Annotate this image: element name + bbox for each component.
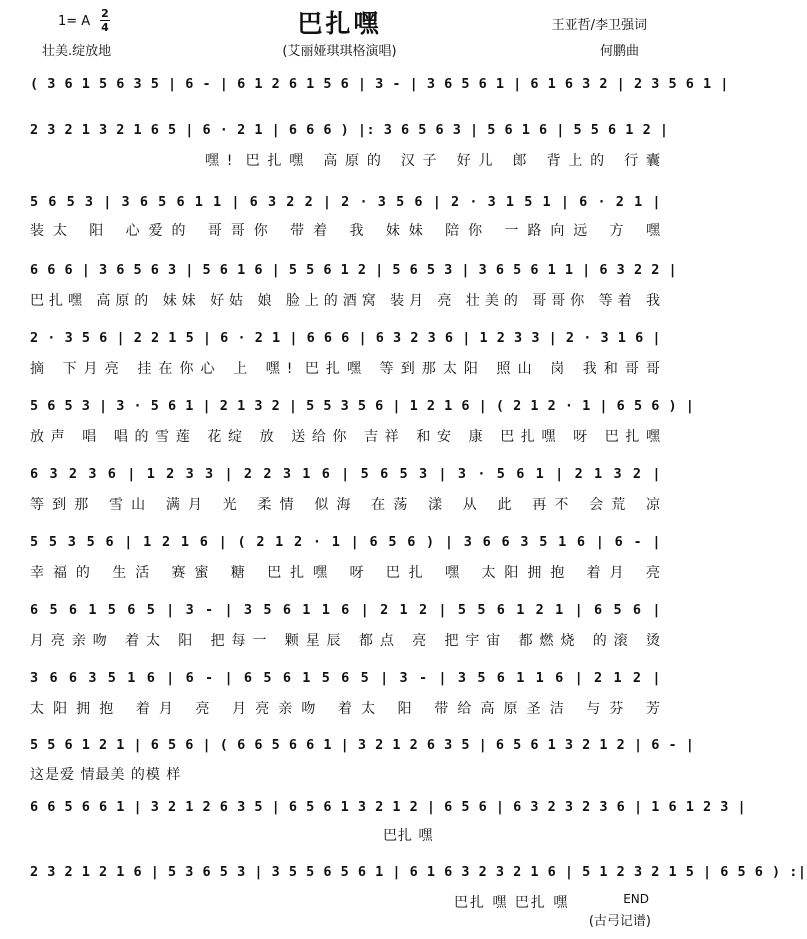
notation-line: 5 5 3 5 6 | 1 2 1 6 | ( 2 1 2 · 1 | 6 5 6 ) | 3 6 6 3 5 1 6 | 6 - | <box>30 534 661 550</box>
lyrics-line: 幸福的 生活 赛蜜 糖 巴扎嘿 呀 巴扎 嘿 太阳拥抱 着月 亮 <box>30 565 661 581</box>
lyrics-line: 月亮亲吻 着太 阳 把每一 颗星辰 都点 亮 把宇宙 都燃烧 的滚 烫 <box>30 633 661 649</box>
lyrics-line: 巴扎 嘿 巴扎 嘿 <box>454 895 570 911</box>
lyrics-line: 摘 下月亮 挂在你心 上 嘿! 巴扎嘿 等到那太阳 照山 岗 我和哥哥 <box>30 361 661 377</box>
notation-line: 6 5 6 1 5 6 5 | 3 - | 3 5 6 1 1 6 | 2 1 2 | 5 5 6 1 2 1 | 6 5 6 | <box>30 602 661 618</box>
notation-line: ( 3 6 1 5 6 3 5 | 6 - | 6 1 2 6 1 5 6 | 3 - | 3 6 5 6 1 | 6 1 6 3 2 | 2 3 5 6 1 | <box>30 76 729 92</box>
lyrics-line: 太阳拥抱 着月 亮 月亮亲吻 着太 阳 带给高原圣洁 与芬 芳 <box>30 701 661 717</box>
lyrics-line: 巴扎嘿 高原的 妹妹 好姑 娘 脸上的酒窝 装月 亮 壮美的 哥哥你 等着 我 <box>30 293 661 309</box>
transcriber-note: (古弓记谱) <box>588 914 651 929</box>
notation-line: 2 3 2 1 3 2 1 6 5 | 6 · 2 1 | 6 6 6 ) |: 3 6 5 6 3 | 5 6 1 6 | 5 5 6 1 2 | <box>30 122 669 138</box>
notation-line: 5 6 5 3 | 3 · 5 6 1 | 2 1 3 2 | 5 5 3 5 6 | 1 2 1 6 | ( 2 1 2 · 1 | 6 5 6 ) | <box>30 398 695 414</box>
notation-line: 5 5 6 1 2 1 | 6 5 6 | ( 6 6 5 6 6 1 | 3 2 1 2 6 3 5 | 6 5 6 1 3 2 1 2 | 6 - | <box>30 737 695 753</box>
notation-line: 2 · 3 5 6 | 2 2 1 5 | 6 · 2 1 | 6 6 6 | 6 3 2 3 6 | 1 2 3 3 | 2 · 3 1 6 | <box>30 330 661 346</box>
notation-line: 6 6 6 | 3 6 5 6 3 | 5 6 1 6 | 5 5 6 1 2 | 5 6 5 3 | 3 6 5 6 1 1 | 6 3 2 2 | <box>30 262 678 278</box>
singer-credit: (艾丽娅琪琪格演唱) <box>282 44 397 59</box>
end-marker: END <box>623 892 649 906</box>
time-signature-top: 2 <box>101 7 109 20</box>
lyrics-line: 嘿! 巴扎嘿 高原的 汉子 好儿 郎 背上的 行囊 <box>205 153 661 169</box>
notation-line: 6 3 2 3 6 | 1 2 3 3 | 2 2 3 1 6 | 5 6 5 3 | 3 · 5 6 1 | 2 1 3 2 | <box>30 466 661 482</box>
composer-credit: 何鹏曲 <box>599 44 639 59</box>
notation-line: 3 6 6 3 5 1 6 | 6 - | 6 5 6 1 5 6 5 | 3 - | 3 5 6 1 1 6 | 2 1 2 | <box>30 670 661 686</box>
time-signature-bottom: 4 <box>101 21 109 34</box>
notation-line: 6 6 5 6 6 1 | 3 2 1 2 6 3 5 | 6 5 6 1 3 2 1 2 | 6 5 6 | 6 3 2 3 2 3 6 | 1 6 1 2 3 | <box>30 799 747 815</box>
song-title: 巴扎嘿 <box>297 9 382 38</box>
lyrics-line: 装太 阳 心爱的 哥哥你 带着 我 妹妹 陪你 一路向远 方 嘿 <box>30 223 661 239</box>
lyrics-line: 等到那 雪山 满月 光 柔情 似海 在荡 漾 从 此 再不 会荒 凉 <box>30 497 661 513</box>
notation-line: 2 3 2 1 2 1 6 | 5 3 6 5 3 | 3 5 5 6 5 6 1 | 6 1 6 3 2 3 2 1 6 | 5 1 2 3 2 1 5 | 6 5 6 ) :| <box>30 864 807 880</box>
lyrics-line: 这是爱 情最美 的模 样 <box>30 767 182 783</box>
time-signature <box>100 8 110 33</box>
lyrics-line: 放声 唱 唱的雪莲 花绽 放 送给你 吉祥 和安 康 巴扎嘿 呀 巴扎嘿 <box>30 429 661 445</box>
lyricist-credit: 王亚哲/李卫强词 <box>551 18 647 33</box>
performance-style: 壮美.绽放地 <box>42 44 112 59</box>
key-signature: 1= A <box>58 14 91 29</box>
lyrics-line: 巴扎 嘿 <box>383 828 434 844</box>
notation-line: 5 6 5 3 | 3 6 5 6 1 1 | 6 3 2 2 | 2 · 3 5 6 | 2 · 3 1 5 1 | 6 · 2 1 | <box>30 194 661 210</box>
